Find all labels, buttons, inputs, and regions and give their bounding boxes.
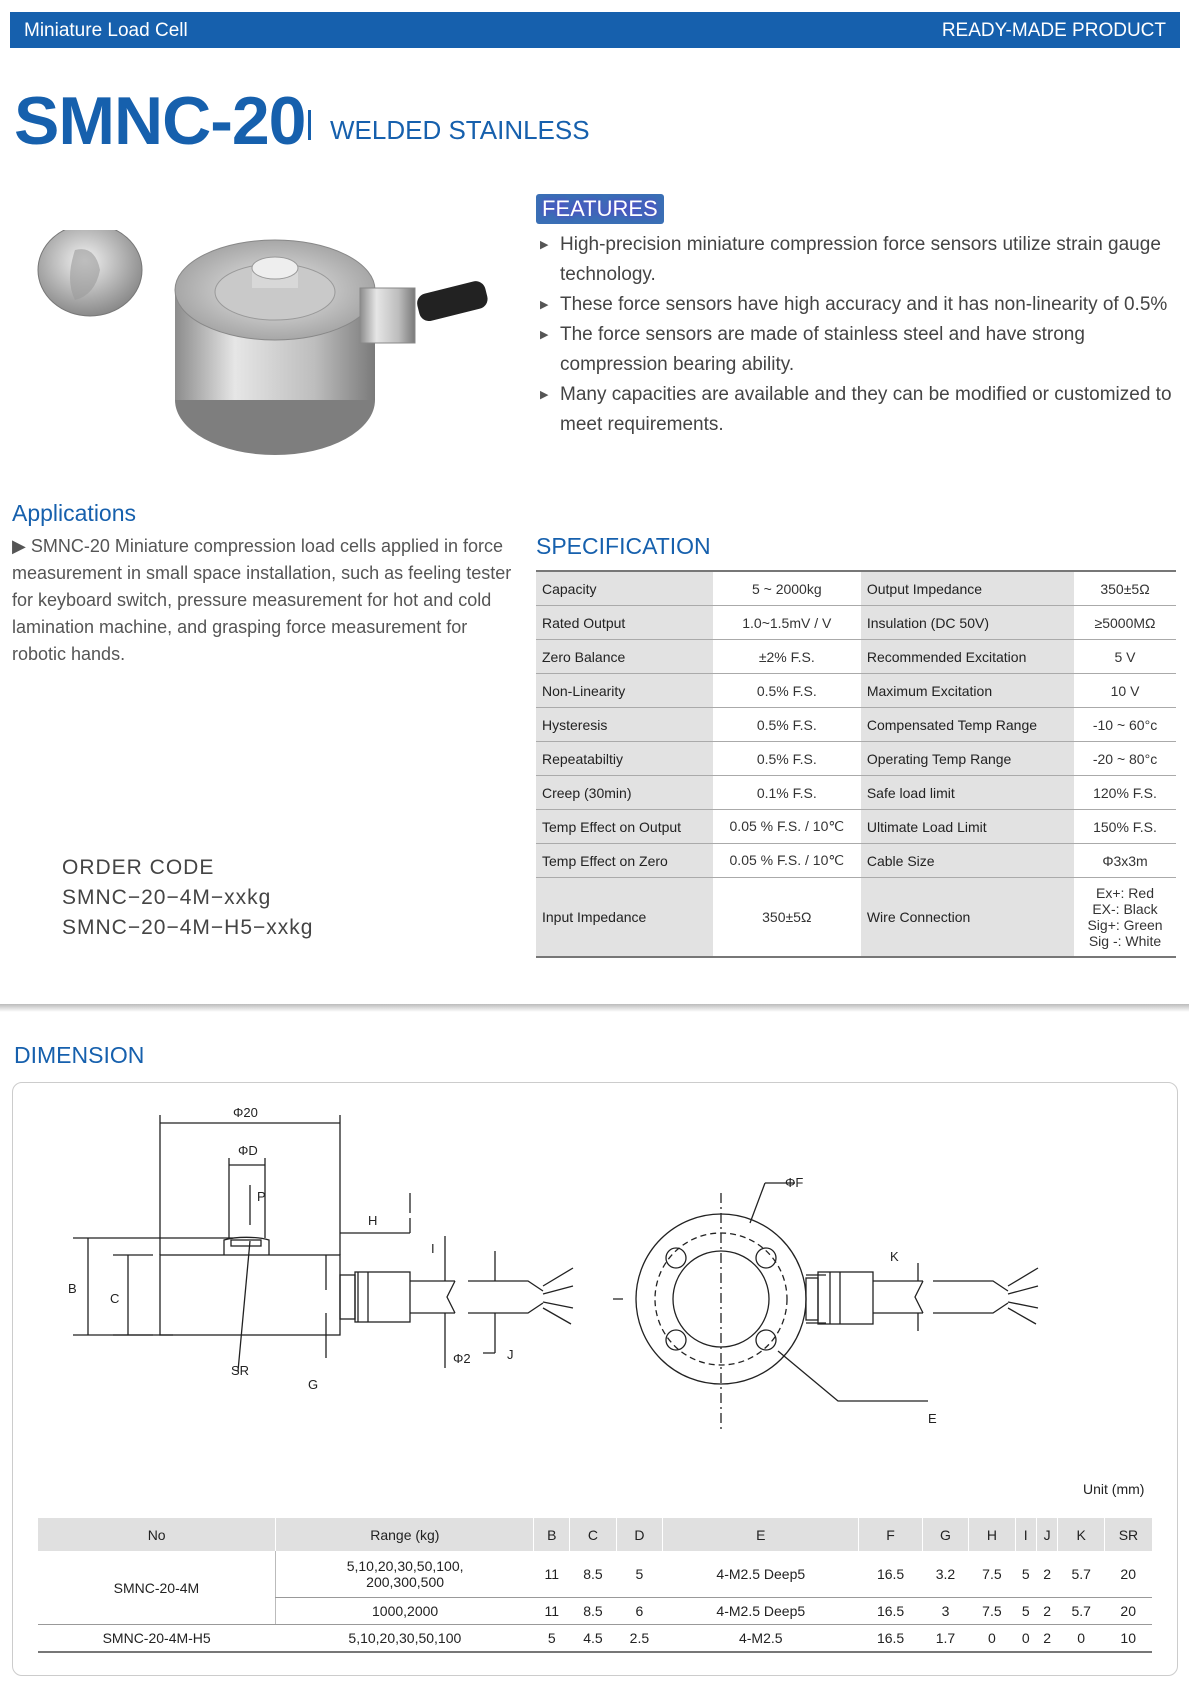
dimension-heading: DIMENSION [14, 1042, 145, 1068]
spec-row [536, 776, 1176, 810]
dim-cell-line: 5,10,20,30,50,100, [346, 1558, 464, 1574]
label-dia2: Φ2 [453, 1351, 471, 1366]
dim-row [38, 1625, 1153, 1653]
label-dia20: Φ20 [233, 1105, 258, 1120]
feature-item: ▶ High-precision miniature compression force sensors utilize strain gauge technology. [540, 230, 1180, 290]
dim-column-header: Range (kg) [276, 1518, 534, 1551]
spec-row [536, 878, 1176, 958]
spec-key: Non-Linearity [536, 674, 713, 708]
feature-item: ▶ Many capacities are available and they can be modified or customized to meet requirements. [540, 380, 1180, 440]
spec-value: ≥5000MΩ [1074, 606, 1176, 640]
order-code-line: SMNC−20−4M−xxkg [62, 886, 272, 909]
spec-value: 0.5% F.S. [713, 708, 861, 742]
dimension-panel [12, 1082, 1178, 1676]
spec-key: Safe load limit [861, 776, 1074, 810]
spec-key: Cable Size [861, 844, 1074, 878]
dim-cell: SMNC-20-4M-H5 [38, 1625, 276, 1653]
wire-entry: Sig -: White [1088, 933, 1162, 949]
label-diaF: ΦF [785, 1175, 804, 1190]
spec-key: Compensated Temp Range [861, 708, 1074, 742]
label-b: B [68, 1281, 77, 1296]
spec-value: 0.05 % F.S. / 10℃ [713, 810, 861, 844]
label-h: H [368, 1213, 378, 1228]
dim-cell: 16.5 [859, 1551, 922, 1598]
dim-column-header: H [969, 1518, 1015, 1551]
feature-item: ▶ The force sensors are made of stainless steel and have strong compression bearing ability. [540, 320, 1180, 380]
dim-cell: 8.5 [570, 1551, 616, 1598]
spec-value: -20 ~ 80°c [1074, 742, 1176, 776]
dim-cell: 11 [534, 1598, 570, 1625]
product-subtitle: WELDED STAINLESS [330, 115, 590, 145]
spec-key: Wire Connection [861, 878, 1074, 958]
dim-column-header: B [534, 1518, 570, 1551]
dim-cell: 1.7 [922, 1625, 968, 1653]
dim-cell: 16.5 [859, 1625, 922, 1653]
unit-label: Unit (mm) [1083, 1481, 1145, 1497]
spec-key: Creep (30min) [536, 776, 713, 810]
dim-column-header: K [1058, 1518, 1104, 1551]
dim-cell: 2 [1036, 1625, 1058, 1653]
dim-cell: 5.7 [1058, 1551, 1104, 1598]
title-divider [308, 110, 311, 140]
dim-column-header: J [1036, 1518, 1058, 1551]
spec-key: Recommended Excitation [861, 640, 1074, 674]
spec-key: Capacity [536, 571, 713, 606]
specification-heading: SPECIFICATION [536, 533, 711, 559]
spec-row [536, 640, 1176, 674]
dim-cell: 8.5 [570, 1598, 616, 1625]
dim-cell: 11 [534, 1551, 570, 1598]
dim-cell: 5 [534, 1625, 570, 1653]
dim-cell-line: 200,300,500 [366, 1574, 445, 1590]
spec-row [536, 742, 1176, 776]
spec-key: Temp Effect on Output [536, 810, 713, 844]
dim-row [38, 1551, 1153, 1598]
wire-entry: Ex+: Red [1096, 885, 1154, 901]
dimension-drawing [13, 1083, 1177, 1483]
dim-cell: 5 [1015, 1598, 1036, 1625]
spec-key: Input Impedance [536, 878, 713, 958]
spec-value: 0.5% F.S. [713, 674, 861, 708]
dim-model-cell: SMNC-20-4M [38, 1551, 276, 1625]
dimension-table [37, 1518, 1152, 1653]
dim-cell: 16.5 [859, 1598, 922, 1625]
spec-row [536, 571, 1176, 606]
dim-cell: 20 [1104, 1551, 1152, 1598]
side-view-drawing [73, 1115, 573, 1371]
spec-key: Temp Effect on Zero [536, 844, 713, 878]
dim-cell: 10 [1104, 1625, 1152, 1653]
dim-cell: 3.2 [922, 1551, 968, 1598]
spec-key: Rated Output [536, 606, 713, 640]
applications-text: ▶ SMNC-20 Miniature compression load cells applied in force measurement in small space installation, such as feeling tester for keyboard switch, pressure measurement for hot and cold lamination machine, and grasping force measurement for robotic hands. [12, 536, 512, 664]
specification-table [536, 570, 1176, 958]
dim-cell: 4-M2.5 Deep5 [663, 1551, 859, 1598]
dim-cell: 6 [616, 1598, 662, 1625]
dim-column-header: G [922, 1518, 968, 1551]
spec-row [536, 708, 1176, 742]
dim-column-header: E [663, 1518, 859, 1551]
label-p: P [257, 1189, 266, 1204]
spec-value: ±2% F.S. [713, 640, 861, 674]
spec-value: 350±5Ω [1074, 571, 1176, 606]
dim-cell: 2 [1036, 1551, 1058, 1598]
dim-column-header: No [38, 1518, 276, 1551]
feature-item: ▶ These force sensors have high accuracy and it has non-linearity of 0.5% [540, 290, 1180, 320]
spec-value: 5 V [1074, 640, 1176, 674]
spec-row [536, 844, 1176, 878]
dim-column-header: C [570, 1518, 616, 1551]
category-label: Miniature Load Cell [24, 20, 188, 41]
dim-column-header: F [859, 1518, 922, 1551]
spec-row [536, 674, 1176, 708]
spec-key: Zero Balance [536, 640, 713, 674]
dim-cell: 7.5 [969, 1551, 1015, 1598]
product-model-title: SMNC-20 [14, 83, 306, 159]
spec-row [536, 606, 1176, 640]
dim-cell: 5 [616, 1551, 662, 1598]
dim-cell [276, 1551, 534, 1598]
dim-cell: 20 [1104, 1598, 1152, 1625]
wire-connection-values [1074, 878, 1176, 958]
dim-cell: 4-M2.5 [663, 1625, 859, 1653]
dim-cell: 7.5 [969, 1598, 1015, 1625]
dim-cell: 5.7 [1058, 1598, 1104, 1625]
spec-key: Operating Temp Range [861, 742, 1074, 776]
dim-cell: 4.5 [570, 1625, 616, 1653]
label-diaD: ΦD [238, 1143, 258, 1158]
spec-value: 0.5% F.S. [713, 742, 861, 776]
dim-cell: 1000,2000 [276, 1598, 534, 1625]
ready-made-badge: READY-MADE PRODUCT [941, 20, 1166, 41]
label-c: C [110, 1291, 120, 1306]
label-sr: SR [231, 1363, 250, 1378]
dim-column-header: D [616, 1518, 662, 1551]
spec-key: Maximum Excitation [861, 674, 1074, 708]
features-heading: FEATURES [536, 194, 664, 224]
dimension-labels [68, 1105, 937, 1426]
top-banner [10, 12, 1180, 48]
dim-column-header: SR [1104, 1518, 1152, 1551]
dim-cell: 2 [1036, 1598, 1058, 1625]
spec-key: Output Impedance [861, 571, 1074, 606]
label-j: J [507, 1347, 514, 1362]
order-code-heading: ORDER CODE [62, 856, 215, 879]
label-g: G [308, 1377, 319, 1392]
spec-key: Ultimate Load Limit [861, 810, 1074, 844]
dim-cell: 5,10,20,30,50,100 [276, 1625, 534, 1653]
section-divider [0, 1004, 1189, 1012]
spec-key: Hysteresis [536, 708, 713, 742]
dim-cell: 0 [969, 1625, 1015, 1653]
spec-value: 350±5Ω [713, 878, 861, 958]
front-view-drawing [613, 1183, 1038, 1433]
dim-cell: 5 [1015, 1551, 1036, 1598]
spec-key: Repeatabiltiy [536, 742, 713, 776]
spec-value: -10 ~ 60°c [1074, 708, 1176, 742]
label-e: E [928, 1411, 937, 1426]
spec-value: 0.1% F.S. [713, 776, 861, 810]
applications-body: SMNC-20 Miniature compression load cells applied in force measurement in small space installation, such as feeling tester for keyboard switch, pressure measurement for hot and cold lamination machine, and grasping force measurement for robotic hands. [12, 536, 512, 664]
dim-cell: 4-M2.5 Deep5 [663, 1598, 859, 1625]
spec-key: Insulation (DC 50V) [861, 606, 1074, 640]
dim-cell: 2.5 [616, 1625, 662, 1653]
spec-row [536, 810, 1176, 844]
spec-value: 150% F.S. [1074, 810, 1176, 844]
spec-value: 120% F.S. [1074, 776, 1176, 810]
dim-cell: 0 [1058, 1625, 1104, 1653]
order-code [62, 853, 313, 943]
applications-heading: Applications [12, 500, 137, 526]
spec-value: 0.05 % F.S. / 10℃ [713, 844, 861, 878]
spec-value: 1.0~1.5mV / V [713, 606, 861, 640]
spec-value: Φ3x3m [1074, 844, 1176, 878]
wire-entry: EX-: Black [1092, 901, 1158, 917]
product-photo [20, 230, 520, 460]
spec-value: 10 V [1074, 674, 1176, 708]
wire-entry: Sig+: Green [1087, 917, 1163, 933]
features-list [540, 230, 1180, 440]
spec-value: 5 ~ 2000kg [713, 571, 861, 606]
label-k: K [890, 1249, 899, 1264]
dim-cell: 3 [922, 1598, 968, 1625]
label-i: I [431, 1241, 435, 1256]
dim-cell: 0 [1015, 1625, 1036, 1653]
dim-column-header: I [1015, 1518, 1036, 1551]
order-code-line: SMNC−20−4M−H5−xxkg [62, 916, 314, 939]
